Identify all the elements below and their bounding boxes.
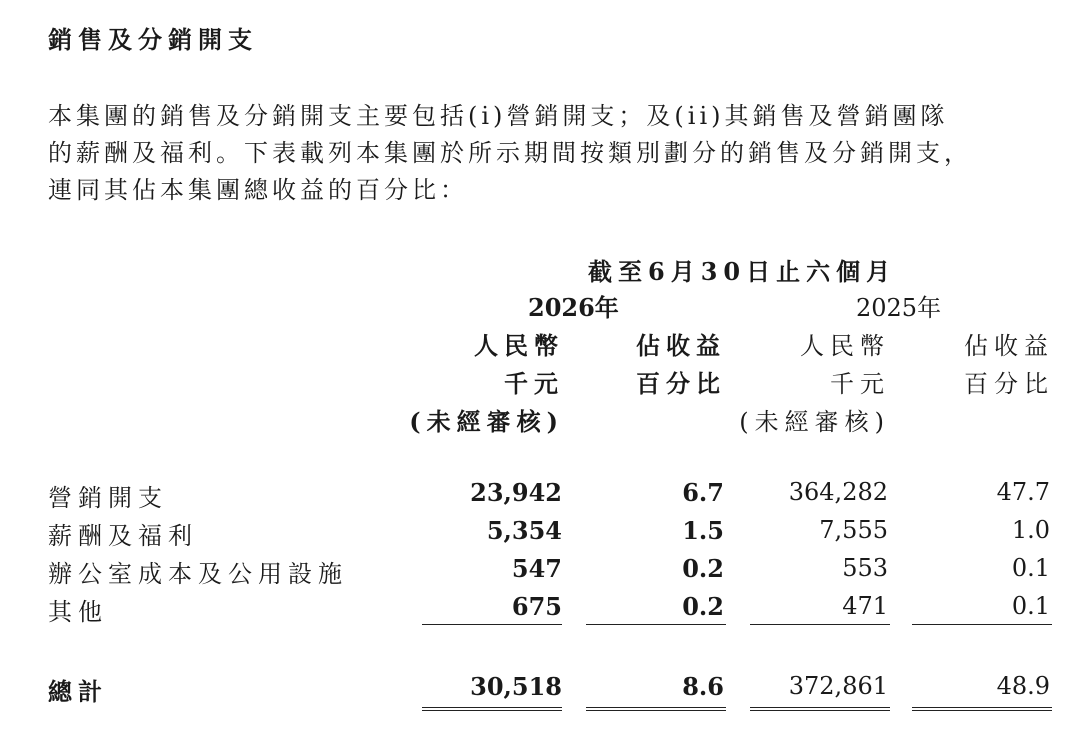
cell-salary-2025-rmb: 7,555 <box>819 516 888 544</box>
paragraph-line: 的薪酬及福利。下表載列本集團於所示期間按類別劃分的銷售及分銷開支， <box>48 139 972 167</box>
year-header-2026: 2026年 <box>528 293 619 322</box>
total-double-rule <box>912 707 1052 711</box>
row-label-salary: 薪酬及福利 <box>48 522 198 550</box>
col-header-2025-currency: 人民幣 <box>800 332 890 360</box>
col-header-2025-unit: 千元 <box>830 370 890 398</box>
cell-office-2025-rmb: 553 <box>842 554 888 582</box>
col-header-2025-note: (未經審核) <box>739 408 890 436</box>
year-header-2025: 2025年 <box>856 294 942 322</box>
cell-total-2025-pct: 48.9 <box>996 672 1050 700</box>
subtotal-rule <box>586 624 726 625</box>
cell-others-2025-rmb: 471 <box>842 592 888 620</box>
total-double-rule <box>422 707 562 711</box>
section-title: 銷售及分銷開支 <box>48 25 258 54</box>
cell-total-2026-pct: 8.6 <box>682 672 724 701</box>
total-double-rule <box>750 707 890 711</box>
col-header-2026-currency: 人民幣 <box>474 331 564 360</box>
col-header-2026-pct-unit: 百分比 <box>636 369 726 398</box>
cell-salary-2025-pct: 1.0 <box>1011 516 1050 544</box>
cell-office-2025-pct: 0.1 <box>1011 554 1050 582</box>
col-header-2025-pct-unit: 百分比 <box>964 370 1054 398</box>
cell-others-2025-pct: 0.1 <box>1011 592 1050 620</box>
cell-others-2026-pct: 0.2 <box>682 592 724 621</box>
cell-office-2026-rmb: 547 <box>511 554 562 583</box>
subtotal-rule <box>422 624 562 625</box>
cell-marketing-2026-pct: 6.7 <box>682 478 724 507</box>
col-header-2026-unit: 千元 <box>504 369 564 398</box>
total-double-rule <box>586 707 726 711</box>
subtotal-rule <box>750 624 890 625</box>
cell-marketing-2026-rmb: 23,942 <box>470 478 562 507</box>
row-label-marketing: 營銷開支 <box>48 484 168 512</box>
cell-salary-2026-rmb: 5,354 <box>486 516 562 545</box>
cell-marketing-2025-rmb: 364,282 <box>788 478 888 506</box>
col-header-2026-note: (未經審核) <box>409 407 564 436</box>
cell-total-2025-rmb: 372,861 <box>788 672 888 700</box>
row-label-total: 總計 <box>48 677 108 706</box>
cell-total-2026-rmb: 30,518 <box>470 672 562 701</box>
col-header-2025-pct: 佔收益 <box>964 332 1054 360</box>
cell-others-2026-rmb: 675 <box>511 592 562 621</box>
row-label-others: 其他 <box>48 598 108 626</box>
paragraph-line: 本集團的銷售及分銷開支主要包括(i)營銷開支；及(ii)其銷售及營銷團隊 <box>48 102 949 130</box>
cell-salary-2026-pct: 1.5 <box>682 516 724 545</box>
subtotal-rule <box>912 624 1052 625</box>
period-header: 截至6月30日止六個月 <box>588 257 897 286</box>
intro-paragraph <box>48 98 1058 209</box>
cell-office-2026-pct: 0.2 <box>682 554 724 583</box>
row-label-office: 辦公室成本及公用設施 <box>48 560 348 588</box>
paragraph-line: 連同其佔本集團總收益的百分比： <box>48 176 468 204</box>
col-header-2026-pct: 佔收益 <box>636 331 726 360</box>
cell-marketing-2025-pct: 47.7 <box>996 478 1050 506</box>
